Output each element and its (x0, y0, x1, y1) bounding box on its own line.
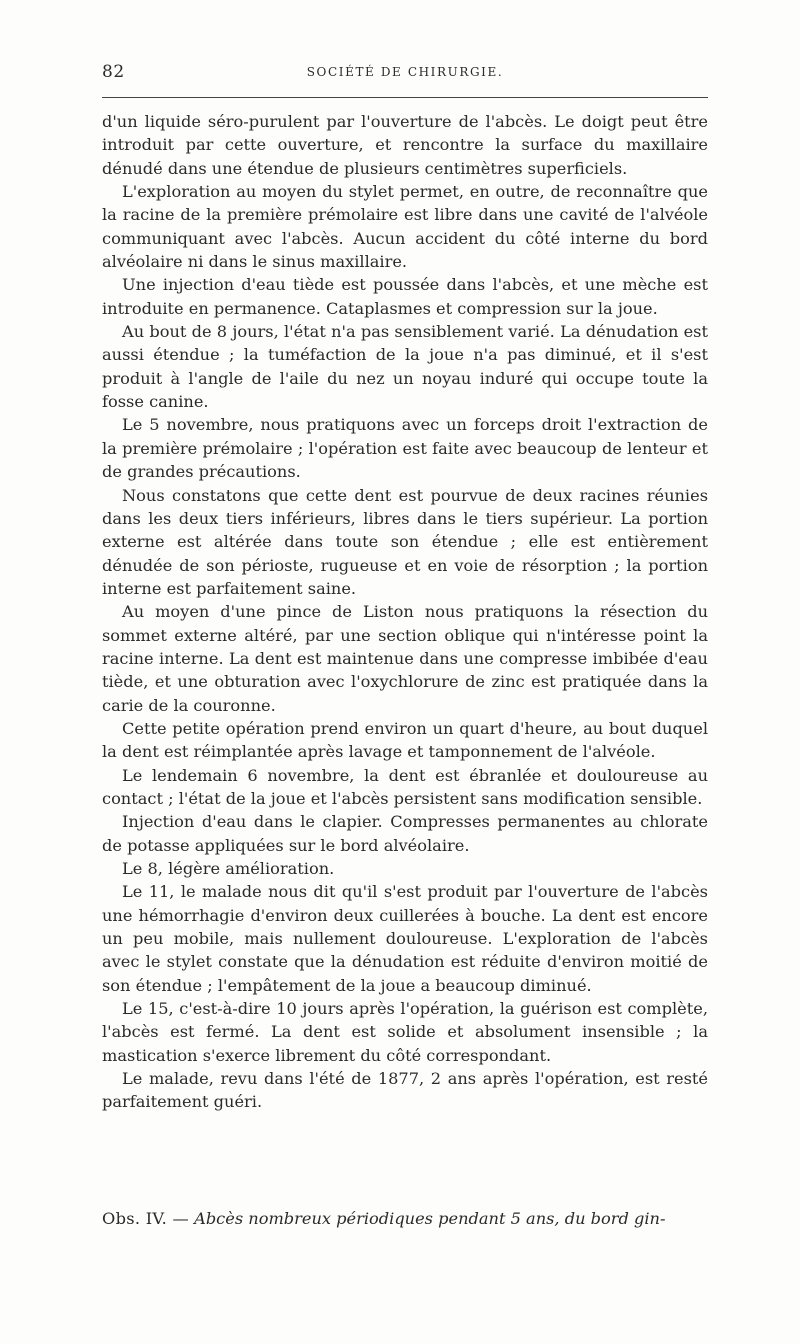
observation-title: Abcès nombreux périodiques pendant 5 ans, du bord gin- (194, 1209, 666, 1228)
observation-heading (102, 1207, 708, 1230)
paragraph: Nous constatons que cette dent est pourvue de deux racines réunies dans les deux tiers inférieurs, libres dans le tiers supérieur. La portion externe est altérée dans toute son étendue ; elle est entièrement dénudée de son périoste, rugueuse et en voie de résorption ; la portion interne est parfaitement saine. (102, 485, 708, 598)
observation-label: Obs. IV. — (102, 1209, 189, 1228)
paragraph: Le 11, le malade nous dit qu'il s'est produit par l'ouverture de l'abcès une hémorrhagie d'environ deux cuillerées à bouche. La dent est encore un peu mobile, mais nullement douloureuse. L'exploration de l'abcès avec le stylet constate que la dénudation est réduite d'environ moitié de son étendue ; l'empâtement de la joue a beaucoup diminué. (102, 882, 708, 995)
paragraph: Cette petite opération prend environ un quart d'heure, au bout duquel la dent est réimplantée après lavage et tamponnement de l'alvéole. (102, 718, 708, 762)
paragraph: Le 8, légère amélioration. (122, 859, 335, 878)
page-header (102, 62, 708, 86)
paragraph: Le malade, revu dans l'été de 1877, 2 ans après l'opération, est resté parfaitement guéri. (102, 1069, 708, 1112)
running-head: SOCIÉTÉ DE CHIRURGIE. (306, 65, 504, 79)
page-number: 82 (102, 62, 125, 82)
paragraph: Le 5 novembre, nous pratiquons avec un forceps droit l'extraction de la première prémolaire ; l'opération est faite avec beaucoup de lenteur et de grandes précautions. (102, 415, 708, 482)
paragraph: L'exploration au moyen du stylet permet, en outre, de reconnaître que la racine de la première prémolaire est libre dans une cavité de l'alvéole communiquant avec l'abcès. Aucun accident du côté interne du bord alvéolaire ni dans le sinus maxillaire. (102, 182, 708, 272)
paragraph: Au bout de 8 jours, l'état n'a pas sensiblement varié. La dénudation est aussi étendue ; la tuméfaction de la joue n'a pas diminué, et il s'est produit à l'angle de l'aile du nez un noyau induré qui occupe toute la fosse canine. (102, 322, 708, 412)
body-text (102, 110, 708, 1114)
paragraph: Le 15, c'est-à-dire 10 jours après l'opération, la guérison est complète, l'abcès est fermé. La dent est solide et absolument insensible ; la mastication s'exerce librement du côté correspondant. (102, 999, 708, 1065)
paragraph: Au moyen d'une pince de Liston nous pratiquons la résection du sommet externe altéré, par une section oblique qui n'intéresse point la racine interne. La dent est maintenue dans une compresse imbibée d'eau tiède, et une obturation avec l'oxychlorure de zinc est pratiquée dans la carie de la couronne. (102, 602, 708, 715)
paragraph: Le lendemain 6 novembre, la dent est ébranlée et douloureuse au contact ; l'état de la joue et l'abcès persistent sans modification sensible. (102, 765, 708, 808)
paragraph: d'un liquide séro-purulent par l'ouverture de l'abcès. Le doigt peut être introduit par cette ouverture, et rencontre la surface du maxillaire dénudé dans une étendue de plusieurs centimètres superficiels. (102, 112, 708, 178)
header-rule (102, 97, 708, 98)
paragraph: Injection d'eau dans le clapier. Compresses permanentes au chlorate de potasse appliquées sur le bord alvéolaire. (102, 812, 708, 855)
paragraph: Une injection d'eau tiède est poussée dans l'abcès, et une mèche est introduite en permanence. Cataplasmes et compression sur la joue. (102, 275, 708, 318)
